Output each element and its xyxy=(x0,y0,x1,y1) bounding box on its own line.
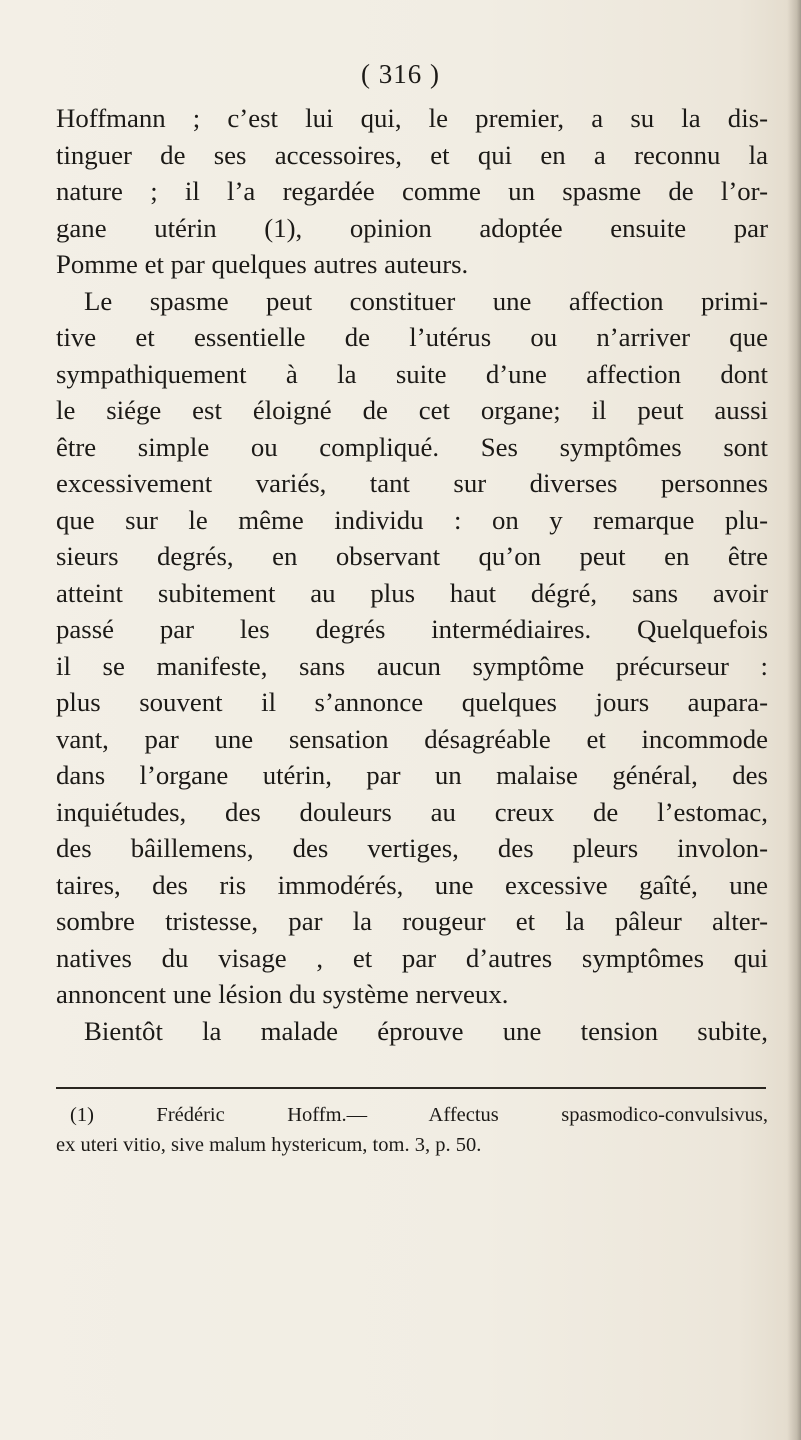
text-line: inquiétudes, des douleurs au creux de l’estomac, xyxy=(56,796,768,827)
main-text xyxy=(56,100,768,1049)
footnote xyxy=(56,1100,768,1160)
text-line: passé par les degrés intermédiaires. Quelquefois xyxy=(56,614,768,644)
text-line: taires, des ris immodérés, une excessive gaîté, une xyxy=(56,869,768,900)
footnote-line: (1) Frédéric Hoffm.— Affectus spasmodico-convulsivus, xyxy=(70,1104,768,1126)
text-line: excessivement variés, tant sur diverses personnes xyxy=(56,468,768,498)
text-line: Pomme et par quelques autres auteurs. xyxy=(56,249,469,279)
text-line: plus souvent il s’annonce quelques jours aupara- xyxy=(56,687,768,717)
text-line: dans l’organe utérin, par un malaise général, des xyxy=(56,760,768,790)
footnote-line: ex uteri vitio, sive malum hystericum, tom. 3, p. 50. xyxy=(56,1134,482,1156)
text-line: le siége est éloigné de cet organe; il peut aussi xyxy=(56,395,768,425)
text-line: des bâillemens, des vertiges, des pleurs involon- xyxy=(56,833,768,863)
footnote-divider xyxy=(56,1087,766,1089)
text-line: Hoffmann ; c’est lui qui, le premier, a su la dis- xyxy=(56,103,768,133)
text-line: Le spasme peut constituer une affection primi- xyxy=(84,285,768,316)
text-line: il se manifeste, sans aucun symptôme précurseur : xyxy=(56,650,768,681)
text-line: sympathiquement à la suite d’une affection dont xyxy=(56,358,768,389)
text-line: vant, par une sensation désagréable et incommode xyxy=(56,723,768,754)
text-line: tinguer de ses accessoires, et qui en a reconnu la xyxy=(56,139,768,170)
text-line: nature ; il l’a regardée comme un spasme de l’or- xyxy=(56,176,768,206)
page-number: ( 316 ) xyxy=(361,59,440,89)
text-line: Bientôt la malade éprouve une tension subite, xyxy=(84,1015,768,1046)
text-line: être simple ou compliqué. Ses symptômes sont xyxy=(56,431,768,462)
text-line: sombre tristesse, par la rougeur et la pâleur alter- xyxy=(56,906,768,936)
text-line: atteint subitement au plus haut dégré, sans avoir xyxy=(56,577,768,608)
text-line: natives du visage , et par d’autres symptômes qui xyxy=(56,942,768,973)
text-line: annoncent une lésion du système nerveux. xyxy=(56,979,509,1009)
page-edge-shadow xyxy=(787,0,801,1440)
text-line: sieurs degrés, en observant qu’on peut en être xyxy=(56,541,768,571)
text-line: tive et essentielle de l’utérus ou n’arriver que xyxy=(56,322,768,352)
text-line: que sur le même individu : on y remarque plu- xyxy=(56,504,768,535)
text-line: gane utérin (1), opinion adoptée ensuite par xyxy=(56,212,768,243)
